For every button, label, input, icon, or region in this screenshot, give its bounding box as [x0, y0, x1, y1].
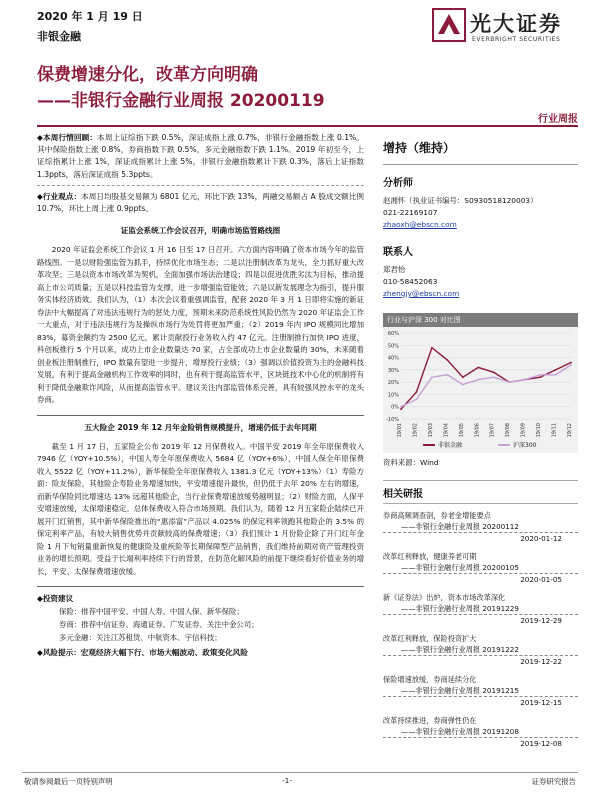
header-divider: [37, 125, 578, 127]
footer-label: 证券研究报告: [531, 777, 576, 786]
x-tick-label: 19/10: [536, 423, 543, 438]
logo-subtext: EVERBRIGHT SECURITIES: [472, 36, 561, 43]
series-line: [401, 365, 571, 407]
data-point: [462, 384, 464, 386]
rating-divider: [383, 164, 578, 165]
data-point: [462, 376, 464, 378]
data-point: [431, 347, 433, 349]
x-tick-label: 19/08: [505, 423, 512, 438]
industry-view-text: 本周日均股基交易额为 6801 亿元，环比下跌 13%，两融交易额占 A 股成交额比例 10.7%，环比上周上涨 0.9ppts。: [37, 191, 364, 214]
related-report-title: 改革红利释放，保险投资扩大: [383, 634, 477, 643]
x-tick-label: 19/05: [458, 423, 465, 438]
company-logo: [432, 6, 572, 50]
y-tick-label: -10%: [386, 417, 399, 423]
risk-warning: ◆风险提示：宏观经济大幅下行、市场大幅波动、政策变化风险: [37, 647, 248, 657]
data-point: [508, 381, 510, 383]
sector-label: 非银金融: [37, 30, 81, 43]
page-number: -1-: [282, 776, 293, 785]
market-review-text: 本周上证综指下跌 0.5%，深证成指上涨 0.7%，非银行金融指数上涨 0.1%。其中保险指数上涨 0.8%，券商指数下跌 0.5%，多元金融指数下跌 1.1%。2019 年初至今，上证综指累计上涨 1%，深证成指累计上涨 5%，非银行金融指数累计下跌 0.3%，落后上证指数 1.3ppts，落后深证成指 5.3ppts。: [37, 133, 364, 179]
footer-disclaimer: 敬请参阅最后一页特别声明: [24, 777, 113, 786]
data-point: [446, 359, 448, 361]
related-list: [383, 510, 578, 749]
section-heading: 五大险企 2019 年 12 月年金险销售规模提升，增速仍低于去年同期: [84, 422, 317, 432]
data-point: [477, 379, 479, 381]
data-point: [570, 364, 572, 366]
recommend-broker: 券商：推荐中信证券、海通证券、广发证券、关注中金公司；: [59, 620, 259, 630]
report-date: 2020 年 1 月 19 日: [37, 10, 143, 23]
related-report-series: ——非银行金融行业周报 20191222: [401, 645, 519, 654]
data-point: [555, 369, 557, 371]
recommend-heading: ◆投资建议: [37, 594, 74, 604]
market-review: [37, 132, 364, 181]
x-tick-label: 19/06: [474, 423, 481, 438]
recommend-diversified: 多元金融：关注江苏租赁、中航资本、宇信科技；: [59, 632, 222, 642]
data-point: [400, 406, 402, 408]
report-title: 保费增速分化，改革方向明确: [37, 65, 258, 85]
main-column: [37, 132, 364, 658]
summary-divider: [37, 185, 364, 186]
related-report-series: ——非银行金融行业周报 20191215: [401, 686, 519, 695]
section-paragraph: 截至 1 月 17 日，五家险企公布 2019 年 12 月保费收入。中国平安 2019 年全年原保费收入 7946 亿（YOY+10.5%），中国人寿全年原保费收入 5684 亿（YOY+6%），中国人保全年原保费收入 5522 亿（YOY+11.2%），新华保险全年原保费收入 1381.3 亿元（YOY+13%）（1）寿险方面：险友保险，其他险企寿险业务增速加快，平安增速提升最快，但仍低于去年 20% 左右的增速，而新华保险同比增速达 13% 远超其他险企，当行业保费增速放缓势越明显；（2）财险方面，人保平安增速放缓，太保增速稳定。总体保费收入符合市场预期。我们认为，随着 12 月五家险企陆续已开展开门红销售，其中新华保险推出的“惠添富”产品以 4.025% 的保定利率领跑其他险企的 3.5% 的保定利率产品，有较大销售优势并贡献较高的保费增速；（3）我们预计 1 月份险企除了开门红年金险 1 月下旬销量重新恢复的健康险及重疾险等长期保障型产品销售，我们维持前期对资产管理投资业务的增长预期。受益于长端利率持续下行的背景，在防范化解风险的前提下继续看好价值业务的增长，平安、太保保费增速放缓。: [37, 441, 364, 576]
contact-phone: 010-58452063: [383, 277, 438, 286]
data-point: [570, 362, 572, 364]
related-report-series: ——非银行金融行业周报 20191229: [401, 604, 519, 613]
contact-heading: 联系人: [383, 247, 413, 258]
related-report-series: ——非银行金融行业周报 20200105: [401, 563, 519, 572]
y-tick-label: 10%: [387, 392, 399, 399]
y-tick-label: 40%: [387, 355, 399, 362]
recommend-insurance: 保险：推荐中国平安、中国人寿、中国人保、新华保险；: [59, 607, 244, 617]
section-paragraph: 2020 年证监会系统工作会议 1 月 16 日至 17 日召开。六方面内容明确了资本市场今年的监管路线图。一是以财险强监管为抓手，持续优化市场生态；二是以注册制改革为龙头，全力抓好重大改革攻坚；三是以资本市场改革为契机，全面加强市场法治建设；四是以促进优胜劣汰为目标，推动提高上市公司质量；五是以科技监管为支撑，进一步增强监管能效；六是以新发展理念为指引，提升服务实体经济质效。我们认为，（1）本次会议着重强调监管，配套 2020 年 3 月 1 日即将实施的新证券法中大幅提高了对违法违规行为的惩处力度，预期未来防范系统性风险仍然为 2020 年证监会工作一大重点，对于违法违规行为及操纵市场行为处罚将更加严重；（2）2019 年内 IPO 规模同比增加 83%，募资金额约为 2500 亿元，累计贡献投行业务收入约 47 亿元。注册制推行加快 IPO 进度，科创板推行 5 个月以来，成功上市企业数量达 70 家，占全部成功上市企业数量的 30%，未来随着创业板注册制推行，IPO 数量有望进一步提升，增厚投行业绩；（3）强调以价值投资为主的金融科技发展，有利于提高金融机构工作效率的同时，也有利于提高监管水平，区块链技术中心化的机制将有利于降低金融欺诈风险，从而提高监管水平。建议关注内部监管体系完善，具有较强风控水平的龙头券商。: [37, 245, 364, 405]
data-point: [446, 374, 448, 376]
related-heading: 相关研报: [383, 480, 578, 504]
chart-source: 资料来源：Wind: [383, 458, 439, 467]
x-tick-label: 19/11: [551, 423, 558, 438]
data-point: [539, 376, 541, 378]
related-report-title: 新《证券法》出炉，资本市场改革深化: [383, 593, 506, 602]
related-report-date: 2019-12-15: [383, 696, 578, 708]
y-tick-label: 20%: [387, 380, 399, 387]
related-report-title: 改革红利释放，健康养老可期: [383, 552, 477, 561]
data-point: [431, 376, 433, 378]
report-subtitle: ——非银行金融行业周报 20200119: [37, 91, 325, 111]
related-report-item[interactable]: [383, 715, 578, 749]
analyst-email-link[interactable]: zhaoxh@ebscn.com: [383, 220, 457, 229]
legend-label: 沪深300: [513, 442, 537, 449]
related-report-date: 2019-12-29: [383, 614, 578, 626]
contact-name: 郑君怡: [383, 265, 406, 274]
x-tick-label: 19/04: [443, 423, 450, 438]
x-tick-label: 19/12: [567, 423, 573, 438]
analyst-phone: 021-22169107: [383, 208, 438, 217]
comparison-chart: [383, 313, 578, 453]
data-point: [400, 408, 402, 410]
related-report-date: 2020-01-12: [383, 532, 578, 544]
related-report-item[interactable]: [383, 551, 578, 585]
y-tick-label: 30%: [387, 367, 399, 374]
logo-mark-icon: [432, 8, 466, 42]
related-report-item[interactable]: [383, 510, 578, 544]
x-tick-label: 19/02: [412, 423, 419, 438]
data-point: [493, 371, 495, 373]
chart-plot: [383, 327, 578, 453]
contact-email-link[interactable]: zhengjy@ebscn.com: [383, 289, 460, 298]
x-tick-label: 19/01: [397, 423, 403, 438]
related-report-title: 改革持续推进，券商弹性仍在: [383, 716, 477, 725]
report-type: 行业周报: [538, 114, 578, 125]
industry-view-label: ◆行业观点：: [37, 191, 82, 201]
chart-title: 行业与沪深 300 对比图: [383, 313, 578, 327]
section-divider: [37, 586, 364, 587]
related-report-series: ——非银行金融行业周报 20191208: [401, 727, 519, 736]
logo-text: 光大证券: [470, 11, 562, 36]
x-tick-label: 19/09: [520, 423, 527, 438]
related-report-item[interactable]: [383, 674, 578, 708]
analyst-name: 赵湘怀（执业证书编号：S0930518120003）: [383, 196, 538, 205]
industry-view: [37, 191, 364, 215]
x-tick-label: 19/07: [489, 423, 496, 438]
data-point: [493, 376, 495, 378]
related-report-title: 保险增速放缓，券商延续分化: [383, 675, 477, 684]
data-point: [416, 398, 418, 400]
legend-label: 非银金融: [438, 442, 463, 449]
analyst-heading: 分析师: [383, 178, 413, 189]
rating-value: 增持（维持）: [383, 141, 456, 155]
y-tick-label: 50%: [387, 343, 399, 350]
data-point: [416, 391, 418, 393]
related-report-date: 2019-12-08: [383, 737, 578, 749]
related-report-item[interactable]: [383, 592, 578, 626]
sidebar: [383, 132, 578, 756]
y-tick-label: 60%: [387, 331, 399, 337]
related-report-item[interactable]: [383, 633, 578, 667]
x-tick-label: 19/03: [427, 423, 434, 438]
data-point: [524, 379, 526, 381]
footer-divider: [22, 772, 578, 773]
related-report-series: ——非银行金融行业周报 20200112: [401, 522, 519, 531]
data-point: [477, 367, 479, 369]
section-divider: [37, 415, 364, 416]
related-report-title: 券商高频调查剖，券老金增能要点: [383, 511, 491, 520]
data-point: [555, 374, 557, 376]
data-point: [539, 374, 541, 376]
y-tick-label: 0%: [391, 404, 399, 411]
related-report-date: 2019-12-22: [383, 655, 578, 667]
section-heading: 证监会系统工作会议召开，明确市场监管路线图: [120, 226, 281, 236]
market-review-label: ◆本周行情回顾：: [37, 133, 98, 142]
related-report-date: 2020-01-05: [383, 573, 578, 585]
